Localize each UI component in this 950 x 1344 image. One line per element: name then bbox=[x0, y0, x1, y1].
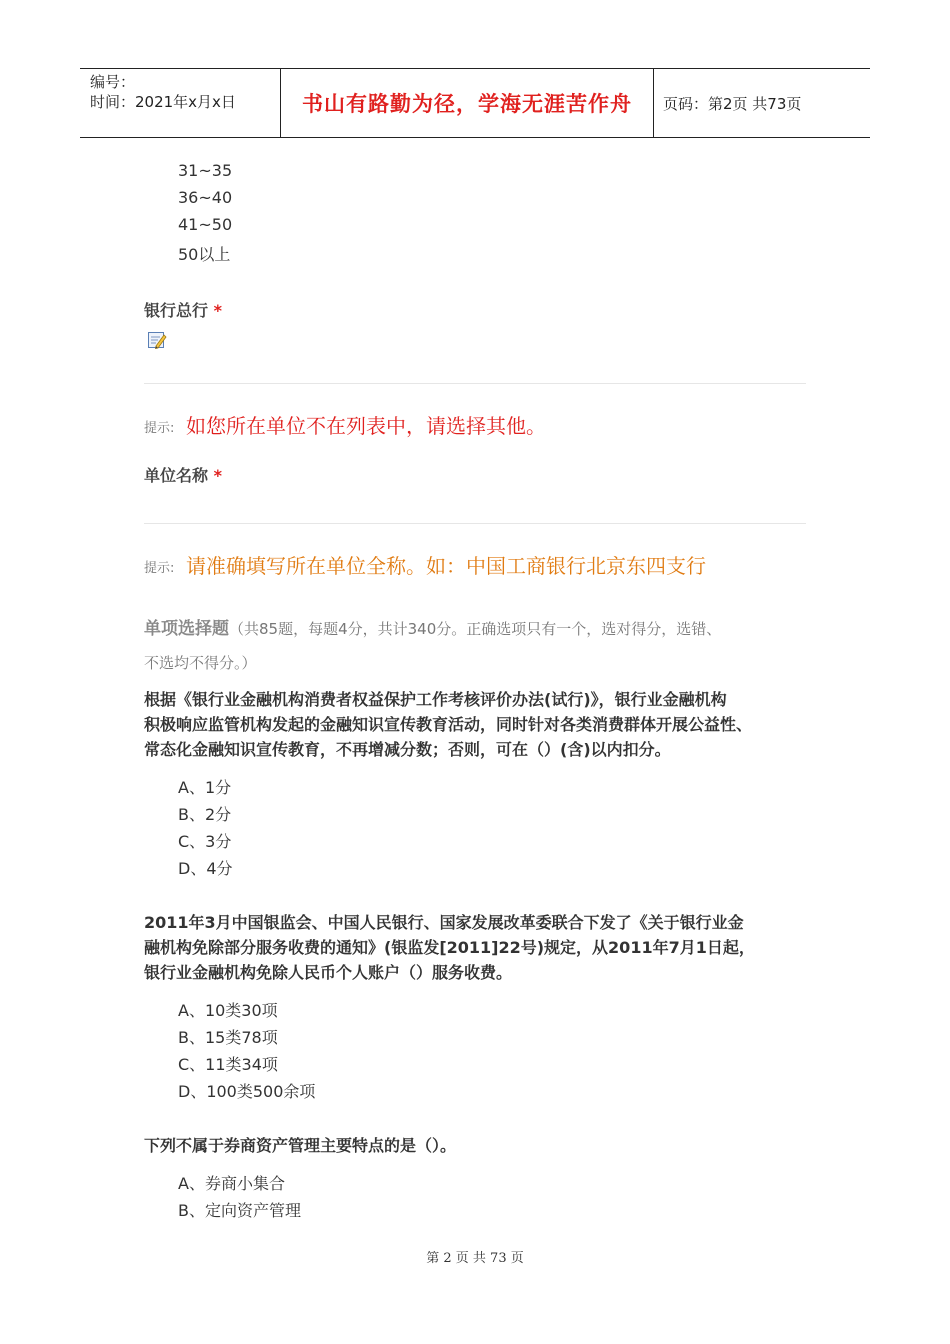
unit-field-label bbox=[144, 463, 222, 486]
answer-option[interactable]: A、10类30项 bbox=[178, 1001, 278, 1020]
age-option[interactable]: 36~40 bbox=[178, 188, 233, 207]
question-line: 融机构免除部分服务收费的通知》(银监发[2011]22号)规定，从2011年7月1日起， bbox=[144, 938, 755, 957]
time-label: 时间：2021年x月x日 bbox=[90, 93, 236, 111]
header-page-cell bbox=[655, 69, 870, 137]
hint-prefix: 提示: bbox=[144, 421, 175, 436]
answer-option[interactable]: D、100类500余项 bbox=[178, 1082, 316, 1101]
question-line: 常态化金融知识宣传教育，不再增减分数；否则，可在（）(含)以内扣分。 bbox=[144, 740, 671, 759]
question-text bbox=[144, 687, 814, 762]
answer-option[interactable]: C、11类34项 bbox=[178, 1055, 278, 1074]
motto: 书山有路勤为径，学海无涯苦作舟 bbox=[302, 91, 632, 116]
hint-prefix: 提示: bbox=[144, 561, 175, 576]
age-option[interactable]: 50以上 bbox=[178, 245, 231, 264]
question-line: 根据《银行业金融机构消费者权益保护工作考核评价办法(试行)》，银行业金融机构 bbox=[144, 690, 727, 709]
bank-field-label bbox=[144, 298, 222, 321]
answer-option[interactable]: B、15类78项 bbox=[178, 1028, 278, 1047]
section-heading bbox=[144, 614, 824, 639]
answer-option[interactable]: A、1分 bbox=[178, 778, 232, 797]
age-option[interactable]: 41~50 bbox=[178, 215, 233, 234]
header-meta-cell bbox=[80, 69, 281, 137]
question-line: 2011年3月中国银监会、中国人民银行、国家发展改革委联合下发了《关于银行业金 bbox=[144, 913, 744, 932]
question-line: 下列不属于券商资产管理主要特点的是（）。 bbox=[144, 1136, 457, 1155]
question-line: 银行业金融机构免除人民币个人账户（）服务收费。 bbox=[144, 963, 513, 982]
section-note-cont: 不选均不得分。） bbox=[144, 654, 257, 672]
number-label: 编号： bbox=[90, 73, 136, 91]
page-header bbox=[80, 68, 870, 138]
age-option[interactable]: 31~35 bbox=[178, 161, 233, 180]
question-text bbox=[144, 910, 814, 985]
header-motto-cell bbox=[281, 69, 654, 137]
question-text bbox=[144, 1133, 814, 1158]
answer-option[interactable]: A、券商小集合 bbox=[178, 1174, 285, 1193]
required-mark: * bbox=[213, 466, 222, 485]
hint-text: 如您所在单位不在列表中，请选择其他。 bbox=[186, 414, 546, 438]
section-note: （共85题，每题4分，共计340分。正确选项只有一个，选对得分，选错、 bbox=[229, 620, 722, 638]
answer-option[interactable]: C、3分 bbox=[178, 832, 232, 851]
bank-label-text: 银行总行 bbox=[144, 301, 209, 320]
page-footer: 第 2 页 共 73 页 bbox=[426, 1251, 524, 1266]
question-line: 积极响应监管机构发起的金融知识宣传教育活动，同时针对各类消费群体开展公益性、 bbox=[144, 715, 753, 734]
answer-option[interactable]: B、2分 bbox=[178, 805, 232, 824]
divider bbox=[144, 383, 806, 384]
hint-text: 请准确填写所在单位全称。如：中国工商银行北京东四支行 bbox=[186, 554, 706, 578]
required-mark: * bbox=[213, 301, 222, 320]
unit-label-text: 单位名称 bbox=[144, 466, 209, 485]
answer-option[interactable]: D、4分 bbox=[178, 859, 233, 878]
page-info: 页码：第2页 共73页 bbox=[663, 94, 802, 113]
edit-icon[interactable] bbox=[147, 330, 167, 350]
section-title: 单项选择题 bbox=[144, 619, 229, 639]
answer-option[interactable]: B、定向资产管理 bbox=[178, 1201, 301, 1220]
unit-input-underline[interactable] bbox=[144, 523, 806, 524]
